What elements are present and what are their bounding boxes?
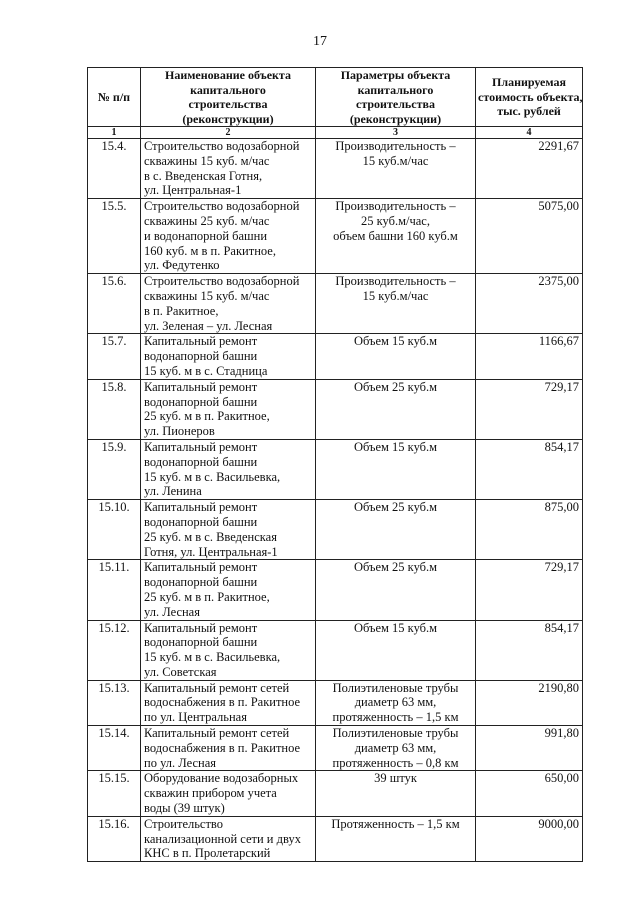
object-name-line: водонапорной башни xyxy=(144,394,258,409)
object-name-line: водоснабжения в п. Ракитное xyxy=(144,695,301,710)
object-name-line: Строительство xyxy=(144,816,224,831)
row-number: 15.11. xyxy=(88,560,141,620)
object-name-line: Капитальный ремонт сетей xyxy=(144,680,290,695)
object-name-line: Строительство водозаборной xyxy=(144,139,300,153)
object-name-cell xyxy=(141,816,316,861)
object-name-cell xyxy=(141,560,316,620)
table-row xyxy=(88,726,583,771)
object-parameters-line: Производительность – xyxy=(335,199,456,214)
object-parameters-line: 25 куб.м/час, xyxy=(361,213,430,228)
object-parameters-cell xyxy=(316,439,476,499)
planned-cost-cell: 650,00 xyxy=(476,771,583,816)
object-parameters-line: 15 куб.м/час xyxy=(362,153,429,168)
object-name-cell xyxy=(141,771,316,816)
capital-construction-table xyxy=(87,67,583,862)
row-number: 15.9. xyxy=(88,439,141,499)
planned-cost-cell: 5075,00 xyxy=(476,199,583,274)
column-number: 1 xyxy=(88,127,141,139)
row-number: 15.12. xyxy=(88,620,141,680)
object-name-line: Капитальный ремонт xyxy=(144,334,258,349)
row-number: 15.8. xyxy=(88,379,141,439)
object-name-line: 25 куб. м в п. Ракитное, xyxy=(144,589,270,604)
object-parameters-cell xyxy=(316,379,476,439)
object-parameters-line: Производительность – xyxy=(335,139,456,153)
row-number: 15.14. xyxy=(88,726,141,771)
column-number: 2 xyxy=(141,127,316,139)
header-line: Планируемая xyxy=(492,75,566,90)
object-name-cell xyxy=(141,726,316,771)
object-name-line: Капитальный ремонт xyxy=(144,620,258,635)
header-line: капитального xyxy=(190,82,266,97)
object-name-line: водонапорной башни xyxy=(144,454,258,469)
object-name-line: канализационной сети и двух xyxy=(144,831,301,846)
header-line: тыс. рублей xyxy=(497,104,561,119)
object-name-line: КНС в п. Пролетарский xyxy=(144,846,271,861)
object-name-line: ул. Пионеров xyxy=(144,424,215,439)
object-name-line: Капитальный ремонт xyxy=(144,379,258,394)
object-parameters-cell xyxy=(316,771,476,816)
object-parameters-cell xyxy=(316,680,476,725)
header-line: строительства xyxy=(188,97,268,111)
object-name-line: Капитальный ремонт xyxy=(144,500,258,515)
object-name-line: скважины 15 куб. м/час xyxy=(144,288,270,303)
row-number: 15.4. xyxy=(88,139,141,199)
object-name-line: 15 куб. м в с. Васильевка, xyxy=(144,469,281,484)
header-line: капитального xyxy=(357,82,434,97)
header-line: строительства xyxy=(356,97,435,111)
object-parameters-line: Полиэтиленовые трубы xyxy=(332,680,459,695)
object-name-line: в п. Ракитное, xyxy=(144,303,219,318)
object-parameters-line: Полиэтиленовые трубы xyxy=(332,726,459,741)
object-name-line: скважин прибором учета xyxy=(144,786,277,801)
object-name-line: скважины 15 куб. м/час xyxy=(144,153,270,168)
object-parameters-cell xyxy=(316,726,476,771)
object-name-line: по ул. Лесная xyxy=(144,755,217,770)
row-number: 15.10. xyxy=(88,500,141,560)
object-name-line: Оборудование водозаборных xyxy=(144,771,299,786)
object-name-line: Капитальный ремонт xyxy=(144,439,258,454)
object-name-line: 15 куб. м в с. Васильевка, xyxy=(144,650,281,665)
row-number: 15.6. xyxy=(88,274,141,334)
table-row xyxy=(88,139,583,199)
object-name-cell xyxy=(141,439,316,499)
object-parameters-cell xyxy=(316,620,476,680)
object-parameters-line: Объем 15 куб.м xyxy=(353,334,438,349)
planned-cost-cell: 991,80 xyxy=(476,726,583,771)
object-parameters-line: диаметр 63 мм, xyxy=(354,740,437,755)
object-parameters-line: Объем 15 куб.м xyxy=(353,620,438,635)
planned-cost-cell: 2190,80 xyxy=(476,680,583,725)
object-name-cell xyxy=(141,620,316,680)
object-name-line: Строительство водозаборной xyxy=(144,199,300,214)
header-line: (реконструкции) xyxy=(349,111,442,126)
planned-cost-cell: 854,17 xyxy=(476,439,583,499)
object-name-line: Готня, ул. Центральная-1 xyxy=(144,544,278,559)
object-parameters-line: Объем 25 куб.м xyxy=(353,379,438,394)
object-name-cell xyxy=(141,680,316,725)
object-parameters-line: протяженность – 0,8 км xyxy=(332,755,459,770)
object-name-line: ул. Ленина xyxy=(144,484,202,499)
table-row xyxy=(88,500,583,560)
object-name-line: Капитальный ремонт сетей xyxy=(144,726,290,741)
header-planned-cost xyxy=(476,68,583,127)
object-parameters-cell xyxy=(316,500,476,560)
object-parameters-line: объем башни 160 куб.м xyxy=(333,228,458,243)
object-parameters-cell xyxy=(316,199,476,274)
page-number: 17 xyxy=(313,34,327,49)
row-number: 15.16. xyxy=(88,816,141,861)
object-name-cell xyxy=(141,199,316,274)
header-line: № п/п xyxy=(97,89,131,104)
row-number: 15.13. xyxy=(88,680,141,725)
table-row xyxy=(88,680,583,725)
table-row xyxy=(88,560,583,620)
object-name-line: воды (39 штук) xyxy=(144,801,225,816)
object-name-line: Строительство водозаборной xyxy=(144,274,300,289)
object-parameters-cell xyxy=(316,334,476,379)
planned-cost-cell: 875,00 xyxy=(476,500,583,560)
table-row xyxy=(88,816,583,861)
planned-cost-cell: 2291,67 xyxy=(476,139,583,199)
object-name-line: 160 куб. м в п. Ракитное, xyxy=(144,243,276,258)
object-name-cell xyxy=(141,379,316,439)
table-row xyxy=(88,771,583,816)
object-name-line: ул. Зеленая – ул. Лесная xyxy=(144,318,273,333)
object-name-line: водонапорной башни xyxy=(144,575,258,590)
object-name-line: водонапорной башни xyxy=(144,349,258,364)
table-header-row xyxy=(88,68,583,127)
header-line: (реконструкции) xyxy=(182,111,274,126)
object-name-line: 25 куб. м в п. Ракитное, xyxy=(144,409,270,424)
object-name-cell xyxy=(141,274,316,334)
table-row xyxy=(88,334,583,379)
header-line: Параметры объекта xyxy=(340,68,451,82)
object-parameters-line: 15 куб.м/час xyxy=(362,288,429,303)
table-row xyxy=(88,274,583,334)
header-object-parameters xyxy=(316,68,476,127)
planned-cost-cell: 854,17 xyxy=(476,620,583,680)
header-number xyxy=(88,68,141,127)
object-name-line: Капитальный ремонт xyxy=(144,560,258,575)
column-number: 3 xyxy=(316,127,476,139)
row-number: 15.7. xyxy=(88,334,141,379)
object-parameters-cell xyxy=(316,816,476,861)
object-name-cell xyxy=(141,500,316,560)
planned-cost-cell: 2375,00 xyxy=(476,274,583,334)
object-parameters-cell xyxy=(316,139,476,199)
planned-cost-cell: 9000,00 xyxy=(476,816,583,861)
object-parameters-line: протяженность – 1,5 км xyxy=(332,710,459,725)
row-number: 15.5. xyxy=(88,199,141,274)
table-row xyxy=(88,199,583,274)
object-name-line: 25 куб. м в с. Введенская xyxy=(144,529,277,544)
planned-cost-cell: 729,17 xyxy=(476,379,583,439)
object-parameters-line: Объем 15 куб.м xyxy=(353,439,438,454)
header-line: Наименование объекта xyxy=(165,68,291,82)
row-number: 15.15. xyxy=(88,771,141,816)
object-name-line: водонапорной башни xyxy=(144,635,258,650)
planned-cost-cell: 729,17 xyxy=(476,560,583,620)
object-parameters-cell xyxy=(316,560,476,620)
object-name-line: 15 куб. м в с. Стадница xyxy=(144,363,268,378)
object-name-line: по ул. Центральная xyxy=(144,710,247,725)
object-name-line: водонапорной башни xyxy=(144,514,258,529)
object-name-cell xyxy=(141,334,316,379)
object-name-line: скважины 25 куб. м/час xyxy=(144,213,270,228)
object-parameters-line: диаметр 63 мм, xyxy=(354,695,437,710)
object-parameters-cell xyxy=(316,274,476,334)
object-parameters-line: Производительность – xyxy=(335,274,456,289)
header-object-name xyxy=(141,68,316,127)
table-body xyxy=(88,139,583,862)
table-row xyxy=(88,620,583,680)
object-parameters-line: Объем 25 куб.м xyxy=(353,560,438,575)
object-name-line: и водонапорной башни xyxy=(144,228,268,243)
object-parameters-line: Объем 25 куб.м xyxy=(353,500,438,515)
object-name-line: в с. Введенская Готня, xyxy=(144,168,263,183)
object-name-line: ул. Советская xyxy=(144,664,217,679)
object-name-line: ул. Федутенко xyxy=(144,258,220,273)
object-name-line: ул. Лесная xyxy=(144,604,200,619)
object-name-line: водоснабжения в п. Ракитное xyxy=(144,740,301,755)
column-number: 4 xyxy=(476,127,583,139)
planned-cost-cell: 1166,67 xyxy=(476,334,583,379)
table-row xyxy=(88,379,583,439)
header-line: стоимость объекта, xyxy=(478,89,583,104)
table-row xyxy=(88,439,583,499)
object-name-line: ул. Центральная-1 xyxy=(144,183,242,198)
object-name-cell xyxy=(141,139,316,199)
object-parameters-line: 39 штук xyxy=(374,771,417,786)
object-parameters-line: Протяженность – 1,5 км xyxy=(331,816,460,831)
column-number-row xyxy=(88,127,583,139)
